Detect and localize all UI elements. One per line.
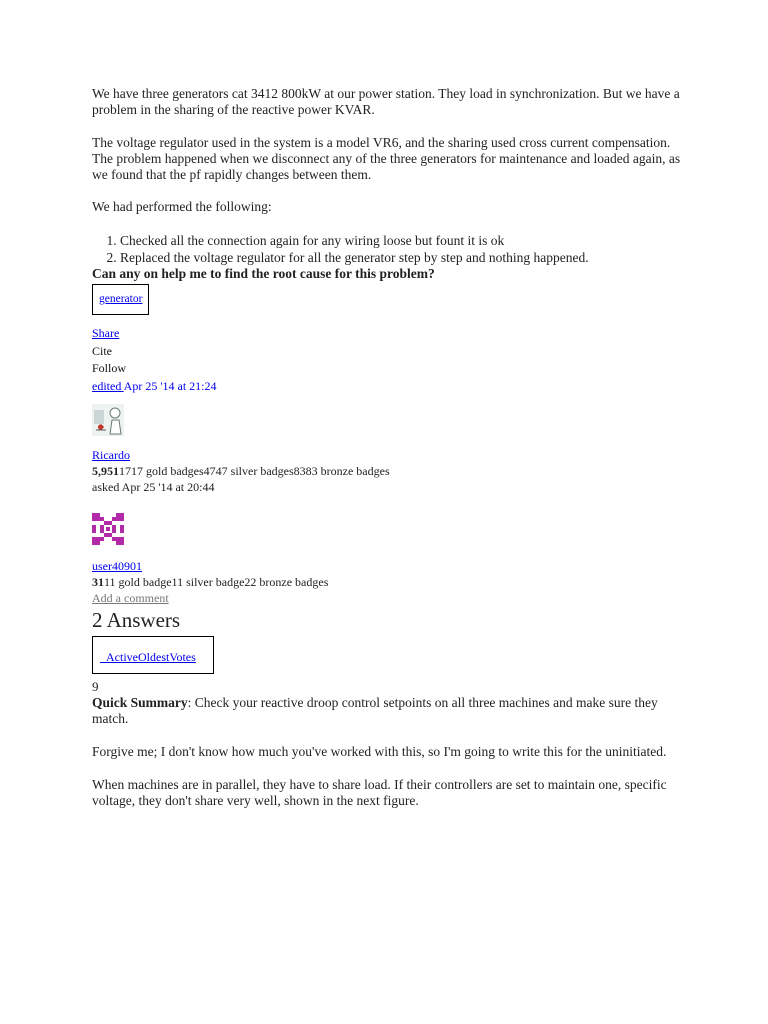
asker-reputation: 3111 gold badge11 silver badge22 bronze badges — [92, 575, 329, 589]
sort-votes-tab[interactable]: Votes — [169, 650, 196, 664]
answers-heading: 2 Answers — [92, 608, 181, 632]
question-paragraph-2: The voltage regulator used in the system is a model VR6, and the sharing used cross current compensation. The problem happened when we disconnect any of the three generators for maintenance and loaded again, as we found that the pf rapidly changes between them. — [92, 135, 681, 182]
asker-info — [92, 558, 692, 606]
identicon-image — [92, 513, 124, 545]
cite-button[interactable]: Cite — [92, 343, 112, 358]
share-link[interactable]: Share — [92, 326, 120, 340]
answer-body — [92, 695, 692, 809]
answer-paragraph-2: Forgive me; I don't know how much you've worked with this, so I'm going to write this for the uninitiated. — [92, 744, 667, 759]
summary-label: Quick Summary — [92, 695, 188, 710]
answer-paragraph-3: When machines are in parallel, they have to share load. If their controllers are set to maintain one, specific voltage, they don't share very well, shown in the next figure. — [92, 777, 667, 808]
edit-info — [92, 378, 692, 396]
step-item: 2. Replaced the voltage regulator for all the generator step by step and nothing happened. — [120, 249, 692, 266]
add-comment-link[interactable]: Add a comment — [92, 591, 169, 605]
asker-name-link[interactable]: user40901 — [92, 559, 142, 573]
tag-list — [92, 284, 149, 315]
question-closing: Can any on help me to find the root cause for this problem? — [92, 266, 435, 281]
editor-info — [92, 447, 692, 496]
question-paragraph-1: We have three generators cat 3412 800kW at our power station. They load in synchronization. But we have a problem in the sharing of the reactive power KVAR. — [92, 86, 680, 117]
question-page — [92, 86, 692, 809]
answer-summary — [92, 695, 692, 727]
steps-list — [92, 232, 692, 266]
question-paragraph-3: We had performed the following: — [92, 199, 272, 214]
answer-sort-tabs — [92, 636, 214, 674]
sort-active-tab[interactable]: Active — [106, 650, 138, 664]
editor-reputation: 5,9511717 gold badges4747 silver badges8383 bronze badges — [92, 464, 390, 478]
step-item: 1. Checked all the connection again for any wiring loose but fount it is ok — [120, 232, 692, 249]
summary-text: : Check your reactive droop control setpoints on all three machines and make sure they match. — [92, 695, 658, 726]
editor-name-link[interactable]: Ricardo — [92, 448, 130, 462]
answer-vote-count: 9 — [92, 679, 99, 694]
tag-generator[interactable]: generator — [99, 293, 143, 305]
asked-time: asked Apr 25 '14 at 20:44 — [92, 480, 215, 494]
editor-avatar[interactable] — [92, 404, 124, 436]
edited-link[interactable]: edited — [92, 378, 122, 393]
post-actions — [92, 325, 692, 395]
follow-button[interactable]: Follow — [92, 361, 127, 375]
edited-date: Apr 25 '14 at 21:24 — [123, 378, 217, 393]
asker-avatar[interactable] — [92, 513, 124, 545]
sort-oldest-tab[interactable]: Oldest — [138, 650, 170, 664]
editor-avatar-image — [92, 404, 124, 436]
